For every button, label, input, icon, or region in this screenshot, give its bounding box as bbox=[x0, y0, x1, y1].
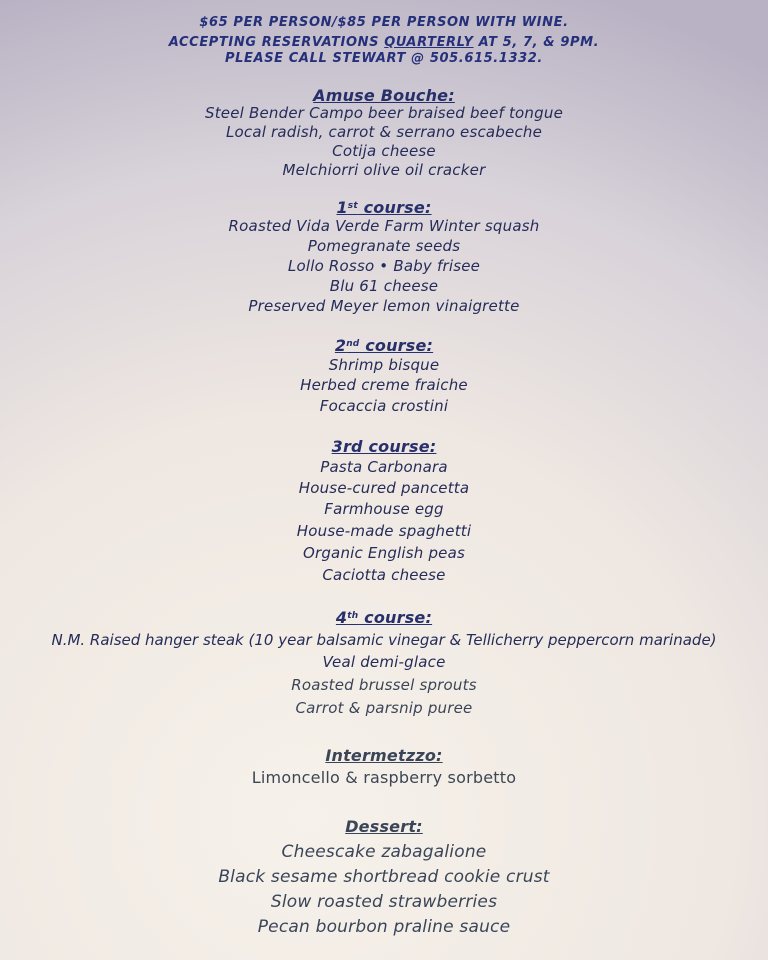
menu-item: Melchiorri olive oil cracker bbox=[282, 161, 486, 179]
menu-item: Carrot & parsnip puree bbox=[295, 699, 473, 717]
reservation-times: AT 5, 7, & 9PM. bbox=[473, 35, 600, 50]
first-course-heading bbox=[0, 198, 768, 217]
intermezzo-heading: Intermetzzo: bbox=[325, 746, 443, 765]
course-label: course: bbox=[357, 198, 432, 217]
menu-item: Pasta Carbonara bbox=[320, 458, 448, 476]
reservation-line bbox=[0, 35, 768, 50]
course-ordinal: nd bbox=[346, 339, 360, 349]
course-number: 4 bbox=[335, 608, 348, 627]
menu-item: House-made spaghetti bbox=[296, 522, 472, 540]
course-label: course: bbox=[359, 336, 434, 355]
menu-item: Focaccia crostini bbox=[319, 397, 449, 415]
course-number: 2 bbox=[334, 336, 347, 355]
menu-item: Organic English peas bbox=[302, 544, 466, 562]
amuse-bouche-heading: Amuse Bouche: bbox=[313, 86, 455, 105]
menu-item: Lollo Rosso • Baby frisee bbox=[287, 257, 481, 275]
menu-item: Slow roasted strawberries bbox=[270, 892, 498, 912]
menu-item: Local radish, carrot & serrano escabeche bbox=[225, 123, 543, 141]
third-course-heading: 3rd course: bbox=[331, 437, 437, 456]
fourth-course-heading bbox=[0, 608, 768, 627]
menu-item: Roasted brussel sprouts bbox=[291, 676, 477, 694]
reservation-text: ACCEPTING RESERVATIONS bbox=[168, 35, 385, 50]
menu-item: Limoncello & raspberry sorbetto bbox=[251, 768, 517, 787]
phone-line: PLEASE CALL STEWART @ 505.615.1332. bbox=[225, 51, 543, 66]
menu-item: Farmhouse egg bbox=[324, 500, 444, 518]
course-label: course: bbox=[358, 608, 433, 627]
menu-item: Pomegranate seeds bbox=[307, 237, 461, 255]
menu-item: Pecan bourbon praline sauce bbox=[257, 917, 511, 937]
course-number: 1 bbox=[336, 198, 348, 217]
menu-item: House-cured pancetta bbox=[298, 479, 470, 497]
menu-item: Black sesame shortbread cookie crust bbox=[218, 867, 550, 887]
menu-item: Veal demi-glace bbox=[322, 653, 446, 671]
price-line: $65 PER PERSON/$85 PER PERSON WITH WINE. bbox=[199, 15, 569, 30]
menu-item: Herbed creme fraiche bbox=[300, 376, 468, 394]
reservation-frequency: QUARTERLY bbox=[384, 35, 474, 50]
menu-item: Cotija cheese bbox=[332, 142, 436, 160]
course-ordinal: st bbox=[347, 201, 358, 211]
menu-item: N.M. Raised hanger steak (10 year balsamic vinegar & Tellicherry peppercorn marinade) bbox=[51, 631, 717, 649]
second-course-heading bbox=[0, 336, 768, 355]
menu-item: Shrimp bisque bbox=[328, 356, 440, 374]
menu-item: Steel Bender Campo beer braised beef tongue bbox=[205, 104, 563, 122]
menu-item: Cheescake zabagalione bbox=[281, 842, 487, 862]
menu-item: Roasted Vida Verde Farm Winter squash bbox=[228, 217, 540, 235]
menu-item: Preserved Meyer lemon vinaigrette bbox=[248, 297, 520, 315]
dessert-heading: Dessert: bbox=[345, 817, 423, 836]
menu-item: Caciotta cheese bbox=[322, 566, 446, 584]
menu-item: Blu 61 cheese bbox=[329, 277, 439, 295]
course-ordinal: th bbox=[347, 611, 359, 621]
